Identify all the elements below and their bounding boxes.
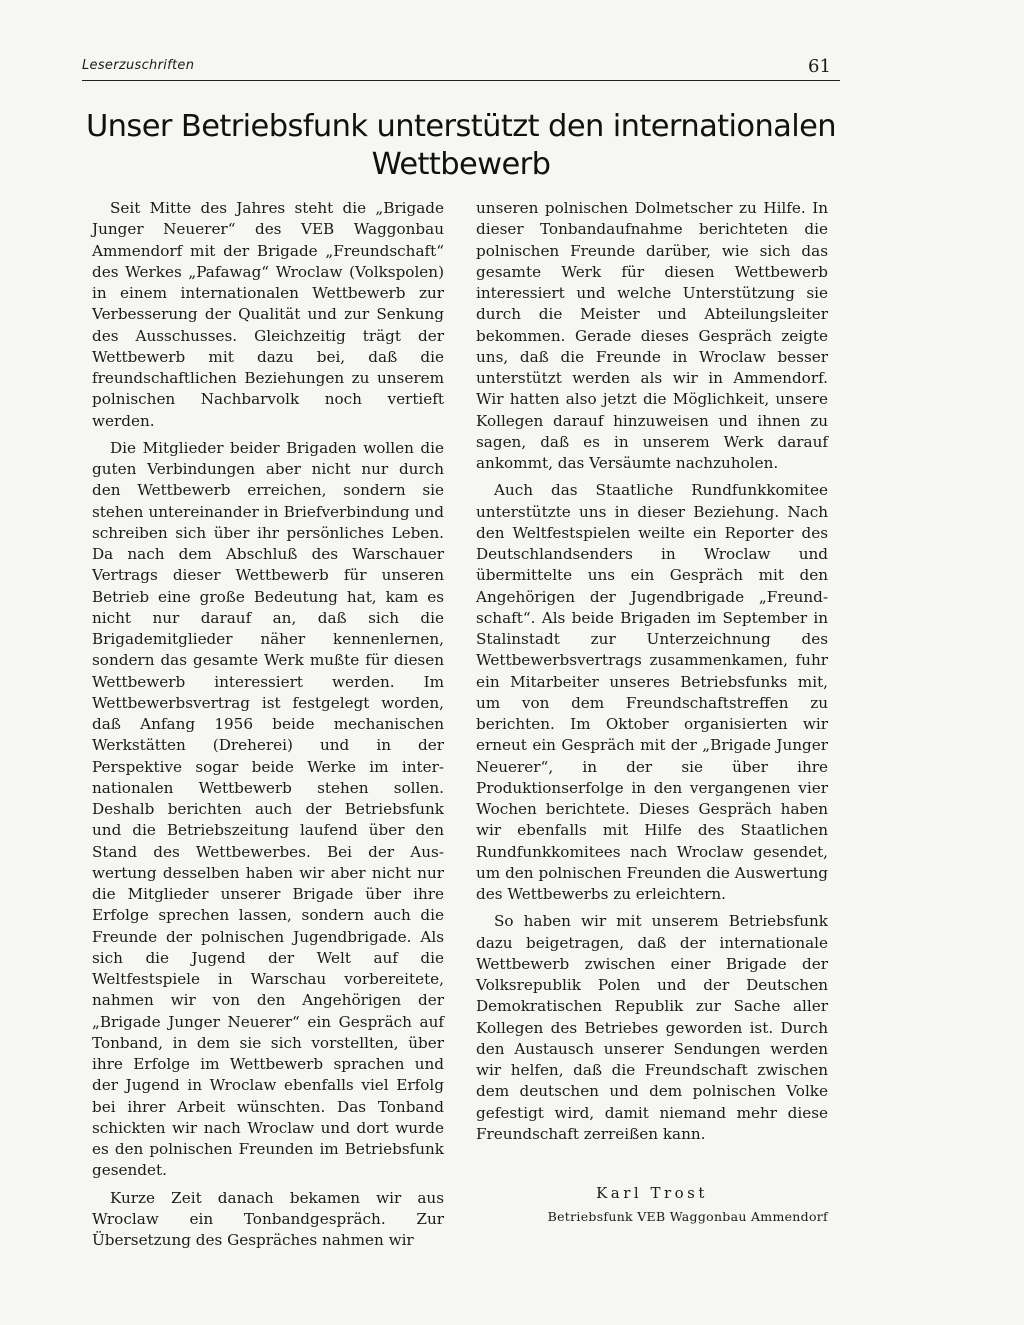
left-column xyxy=(92,198,444,1251)
author-signature: Karl Trost xyxy=(596,1184,708,1202)
article-title: Unser Betriebsfunk unterstützt den internationalen Wettbewerb xyxy=(85,109,837,182)
paragraph: Kurze Zeit danach bekamen wir aus Wroclaw ein Tonbandgespräch. Zur Übersetzung des Gespräches nahmen wir xyxy=(92,1188,444,1249)
paragraph: So haben wir mit unserem Betriebsfunk dazu beigetragen, daß der internationale Wettbewerb zwischen einer Brigade der Volksrepublik Polen und der Deutschen Demokratischen Republik zur Sache aller Kollegen des Betriebes geworden ist. Durch den Austausch unserer Sendungen werden wir helfen, daß die Freundschaft zwischen dem deutschen und dem polnischen Volke gefestigt wird, damit niemand mehr diese Freundschaft zerreißen kann. xyxy=(476,912,828,1143)
section-header: Leserzuschriften xyxy=(82,58,195,73)
page-number: 61 xyxy=(808,56,831,77)
paragraph: Auch das Staatliche Rundfunkkomitee unterstützte uns in dieser Beziehung. Nach den Weltfestspielen weilte ein Reporter des Deutschlandsenders in Wroclaw und übermittelte uns ein Gespräch mit den Angehörigen der Jugendbrigade „Freundschaft“. Als beide Brigaden im September in Stalinstadt zur Unterzeichnung des Wettbewerbsvertrags zusammenkamen, fuhr ein Mitarbeiter unseres Betriebsfunks mit, um von dem Freundschaftstreffen zu berichten. Im Oktober organisierten wir erneut ein Gespräch mit der „Brigade Junger Neuerer“, in der sie über ihre Produktionserfolge in den vergangenen vier Wochen berichtete. Dieses Gespräch haben wir ebenfalls mit Hilfe des Staatlichen Rundfunkkomitees nach Wroclaw gesendet, um den polnischen Freunden die Auswertung des Wettbewerbs zu erleichtern. xyxy=(476,481,828,903)
header-divider xyxy=(82,80,840,81)
right-column xyxy=(476,198,828,1145)
paragraph: Seit Mitte des Jahres steht die „Brigade Junger Neuerer“ des VEB Waggonbau Ammendorf mit der Brigade „Freundschaft“ des Werkes „Pafawag“ Wroclaw (Volkspolen) in einem internationalen Wettbewerb zur Verbesserung der Qualität und zur Senkung des Ausschusses. Gleichzeitig trägt der Wettbewerb mit dazu bei, daß die freundschaftlichen Beziehungen zu unserem polnischen Nachbarvolk noch vertieft werden. xyxy=(92,199,444,430)
paragraph: Die Mitglieder beider Brigaden wollen die guten Verbindungen aber nicht nur durch den Wettbewerb erreichen, sondern sie stehen untereinander in Briefverbindung und schreiben sich über ihr persönliches Leben. Da nach dem Abschluß des Warschauer Vertrags dieser Wettbewerb für unseren Betrieb eine große Bedeutung hat, kam es nicht nur darauf an, daß sich die Brigademitglieder näher kennenlernen, sondern das gesamte Werk mußte für diesen Wettbewerb interessiert werden. Im Wettbewerbsvertrag ist festgelegt worden, daß Anfang 1956 beide mechanischen Werkstätten (Dreherei) und in der Perspektive sogar beide Werke im internationalen Wettbewerb stehen sollen. Deshalb berichten auch der Betriebsfunk und die Betriebszeitung laufend über den Stand des Wettbewerbes. Bei der Auswertung desselben haben wir aber nicht nur die Mitglieder unserer Brigade über ihre Erfolge sprechen lassen, sondern auch die Freunde der polnischen Jugendbrigade. Als sich die Jugend der Welt auf die Weltfestspiele in Warschau vorbereitete, nahmen wir von den Angehörigen der „Brigade Junger Neuerer“ ein Gespräch auf Tonband, in dem sie sich vorstellten, über ihre Erfolge im Wettbewerb sprachen und der Jugend in Wroclaw ebenfalls viel Erfolg bei ihrer Arbeit wünschten. Das Tonband schickten wir nach Wroclaw und dort wurde es den polnischen Freunden im Betriebsfunk gesendet. xyxy=(92,438,444,1180)
author-affiliation: Betriebsfunk VEB Waggonbau Ammendorf xyxy=(547,1209,828,1224)
paragraph: unseren polnischen Dolmetscher zu Hilfe. In dieser Tonbandaufnahme berichteten die polnischen Freunde darüber, wie sich das gesamte Werk für diesen Wettbewerb interessiert und welche Unterstützung sie durch die Meister und Abteilungsleiter bekommen. Gerade dieses Gespräch zeigte uns, daß die Freunde in Wroclaw besser unterstützt werden als wir in Ammendorf. Wir hatten also jetzt die Möglichkeit, unsere Kollegen darauf hinzuweisen und ihnen zu sagen, daß es in unserem Werk darauf ankommt, das Versäumte nachzuholen. xyxy=(476,199,828,472)
